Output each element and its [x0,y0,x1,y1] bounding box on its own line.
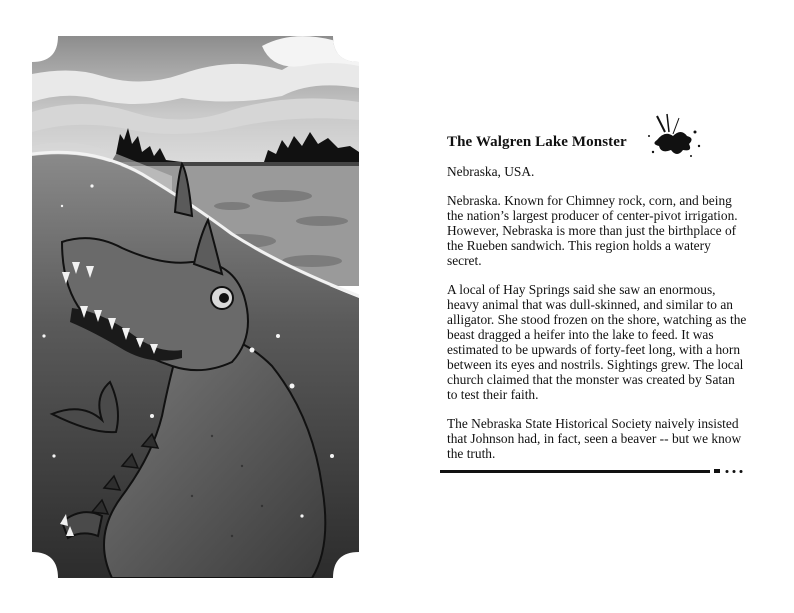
divider-rule [440,465,745,477]
paragraph-sighting: A local of Hay Springs said she saw an enormous, heavy animal that was dull-skinned, and similar to an alligator. She stood frozen on the shore, watching as the beast dragged a heifer into the lake to feed. It was estimated to be upwards of forty-feet long, with a horn between its eyes and nostrils. Sightings grew. The local church claimed that the monster was created by Satan to test their faith. [447,282,747,402]
title-row [447,134,747,154]
paragraph-intro: Nebraska. Known for Chimney rock, corn, and being the nation’s largest producer of center-pivot irrigation. However, Nebraska is more than just the birthplace of the Rueben sandwich. This region holds a watery secret. [447,193,738,268]
location-line: Nebraska, USA. [447,164,535,179]
paragraph-conclusion: The Nebraska State Historical Society naively insisted that Johnson had, in fact, seen a beaver -- but we know the truth. [447,416,742,461]
ink-splatter-icon [643,112,703,162]
monster-illustration [32,36,359,578]
article [447,134,747,461]
article-title: The Walgren Lake Monster [447,134,627,150]
